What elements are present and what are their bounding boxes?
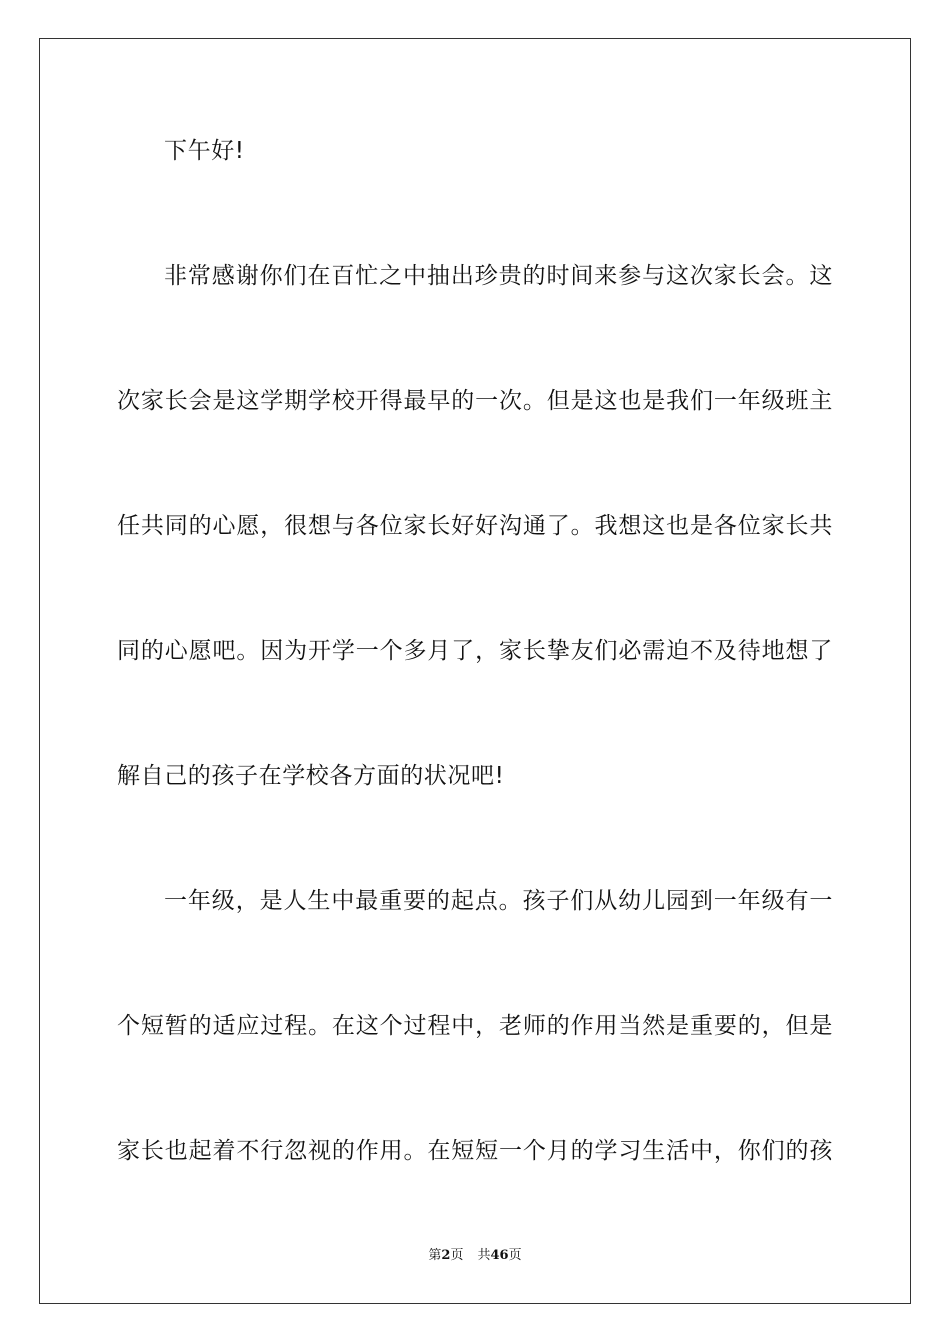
paragraph-1-line-2: 次家长会是这学期学校开得最早的一次。但是这也是我们一年级班主 [117, 388, 833, 414]
footer-total-pages: 46 [490, 1248, 509, 1263]
paragraph-1-line-4: 同的心愿吧。因为开学一个多月了，家长挚友们必需迫不及待地想了 [117, 638, 833, 664]
paragraph-2-line-2: 个短暂的适应过程。在这个过程中，老师的作用当然是重要的，但是 [117, 1013, 833, 1039]
paragraph-1-line-3: 任共同的心愿，很想与各位家长好好沟通了。我想这也是各位家长共 [117, 513, 833, 539]
footer-page-suffix: 页 [450, 1248, 464, 1263]
page-border [39, 38, 911, 1304]
footer-total-suffix: 页 [508, 1248, 522, 1263]
footer-total-prefix: 共 [477, 1248, 491, 1263]
paragraph-1-line-5: 解自己的孩子在学校各方面的状况吧! [117, 763, 505, 789]
paragraph-2-line-1: 一年级，是人生中最重要的起点。孩子们从幼儿园到一年级有一 [164, 888, 833, 914]
paragraph-2-line-3: 家长也起着不行忽视的作用。在短短一个月的学习生活中，你们的孩 [117, 1138, 833, 1164]
page-footer [0, 1247, 950, 1265]
greeting-line: 下午好! [164, 138, 245, 164]
footer-page-prefix: 第 [428, 1248, 442, 1263]
footer-page-number: 2 [441, 1248, 451, 1263]
paragraph-1-line-1: 非常感谢你们在百忙之中抽出珍贵的时间来参与这次家长会。这 [164, 263, 833, 289]
